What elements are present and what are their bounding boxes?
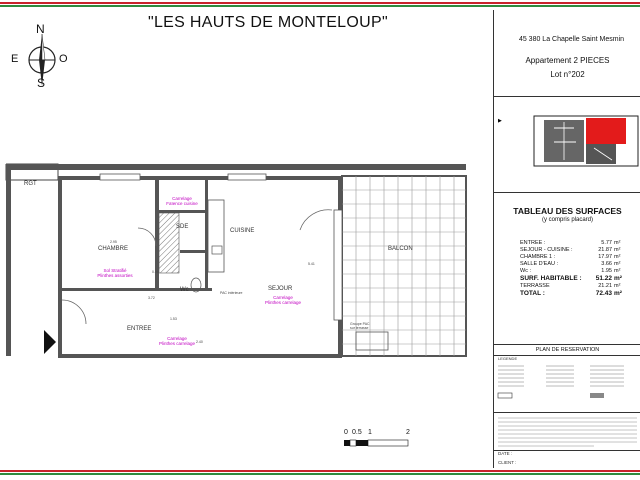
finish-sde: Carrelage Faïence cuisine: [166, 196, 198, 206]
room-chambre: CHAMBRE: [98, 246, 129, 252]
bottom-stripe-green: [0, 473, 640, 475]
reservation-heading: PLAN DE RESERVATION: [535, 347, 600, 353]
legend-heading: LEGENDE: [498, 356, 518, 361]
finish-chambre: Sol Stratifié Plinthes assorties: [97, 268, 133, 278]
row-sejour: SEJOUR - CUISINE : 21.87 m²: [520, 247, 621, 253]
lot-number: Lot n°202: [550, 70, 585, 79]
top-stripe-green: [0, 5, 640, 7]
bottom-stripe-red: [0, 470, 640, 472]
dim-chambre-w: 2.95: [110, 240, 117, 244]
svg-text:▶: ▶: [498, 118, 502, 124]
address-text: 45 380 La Chapelle Saint Mesmin: [518, 36, 625, 43]
room-cuisine: CUISINE: [230, 228, 255, 234]
scale-1: 1: [368, 429, 372, 436]
scale-05: 0.5: [352, 429, 362, 436]
rgt-label: RGT: [24, 181, 37, 187]
room-sde: SDE: [176, 224, 189, 230]
compass-south: S: [37, 76, 46, 90]
client-label: CLIENT :: [498, 460, 517, 465]
scale-0: 0: [344, 429, 348, 436]
row-wc: Wc : 1.95 m²: [520, 268, 621, 274]
finish-sejour: Carrelage Plinthes carrelage: [264, 295, 302, 305]
dim-wc-w: 0.90: [152, 270, 159, 274]
surfaces-table: [520, 240, 624, 298]
project-title: "LES HAUTS DE MONTELOUP": [148, 14, 388, 31]
compass-east: E: [11, 53, 19, 65]
note-pac: PAC intérieure: [220, 291, 243, 295]
dim-entree-w: 2.40: [196, 340, 203, 344]
top-stripe-red: [0, 2, 640, 4]
row-terrasse: TERRASSE 21.21 m²: [520, 283, 621, 289]
info-panel: [493, 10, 640, 468]
floor-plan: [0, 150, 480, 365]
row-entree: ENTREE : 5.77 m²: [520, 240, 621, 246]
row-habitable: SURF. HABITABLE : 51.22 m²: [520, 275, 622, 282]
compass-west: O: [59, 53, 68, 65]
row-chambre: CHAMBRE 1 : 17.97 m²: [520, 254, 621, 260]
room-entree: ENTREE: [127, 326, 152, 332]
date-label: DATE :: [498, 451, 513, 456]
surfaces-subtitle: (y compris placard): [541, 217, 593, 223]
finish-entree: Carrelage Plinthes carrelage: [158, 336, 196, 346]
dim-sde-w: 1.53: [170, 317, 177, 321]
row-total: TOTAL : 72.43 m²: [520, 290, 622, 297]
dim-chambre-h: 3.72: [148, 296, 155, 300]
apartment-type: Appartement 2 PIECES: [525, 56, 610, 65]
dim-sejour-h: 5.41: [308, 262, 315, 266]
scale-2: 2: [406, 429, 410, 436]
room-wc: Wc: [180, 287, 189, 293]
compass-north: N: [36, 22, 45, 36]
room-balcon: BALCON: [388, 246, 413, 252]
surfaces-title: TABLEAU DES SURFACES: [513, 206, 622, 216]
room-sejour: SEJOUR: [268, 286, 293, 292]
note-groupe-pac: Groupe PAC sur terrasse: [350, 322, 370, 330]
scale-bar: [344, 438, 424, 452]
disclaimer-text-lines: [494, 414, 640, 460]
row-sde: SALLE D'EAU : 3.66 m²: [520, 261, 621, 267]
legend-symbols: [494, 363, 640, 403]
location-mini-plan: [494, 98, 640, 190]
